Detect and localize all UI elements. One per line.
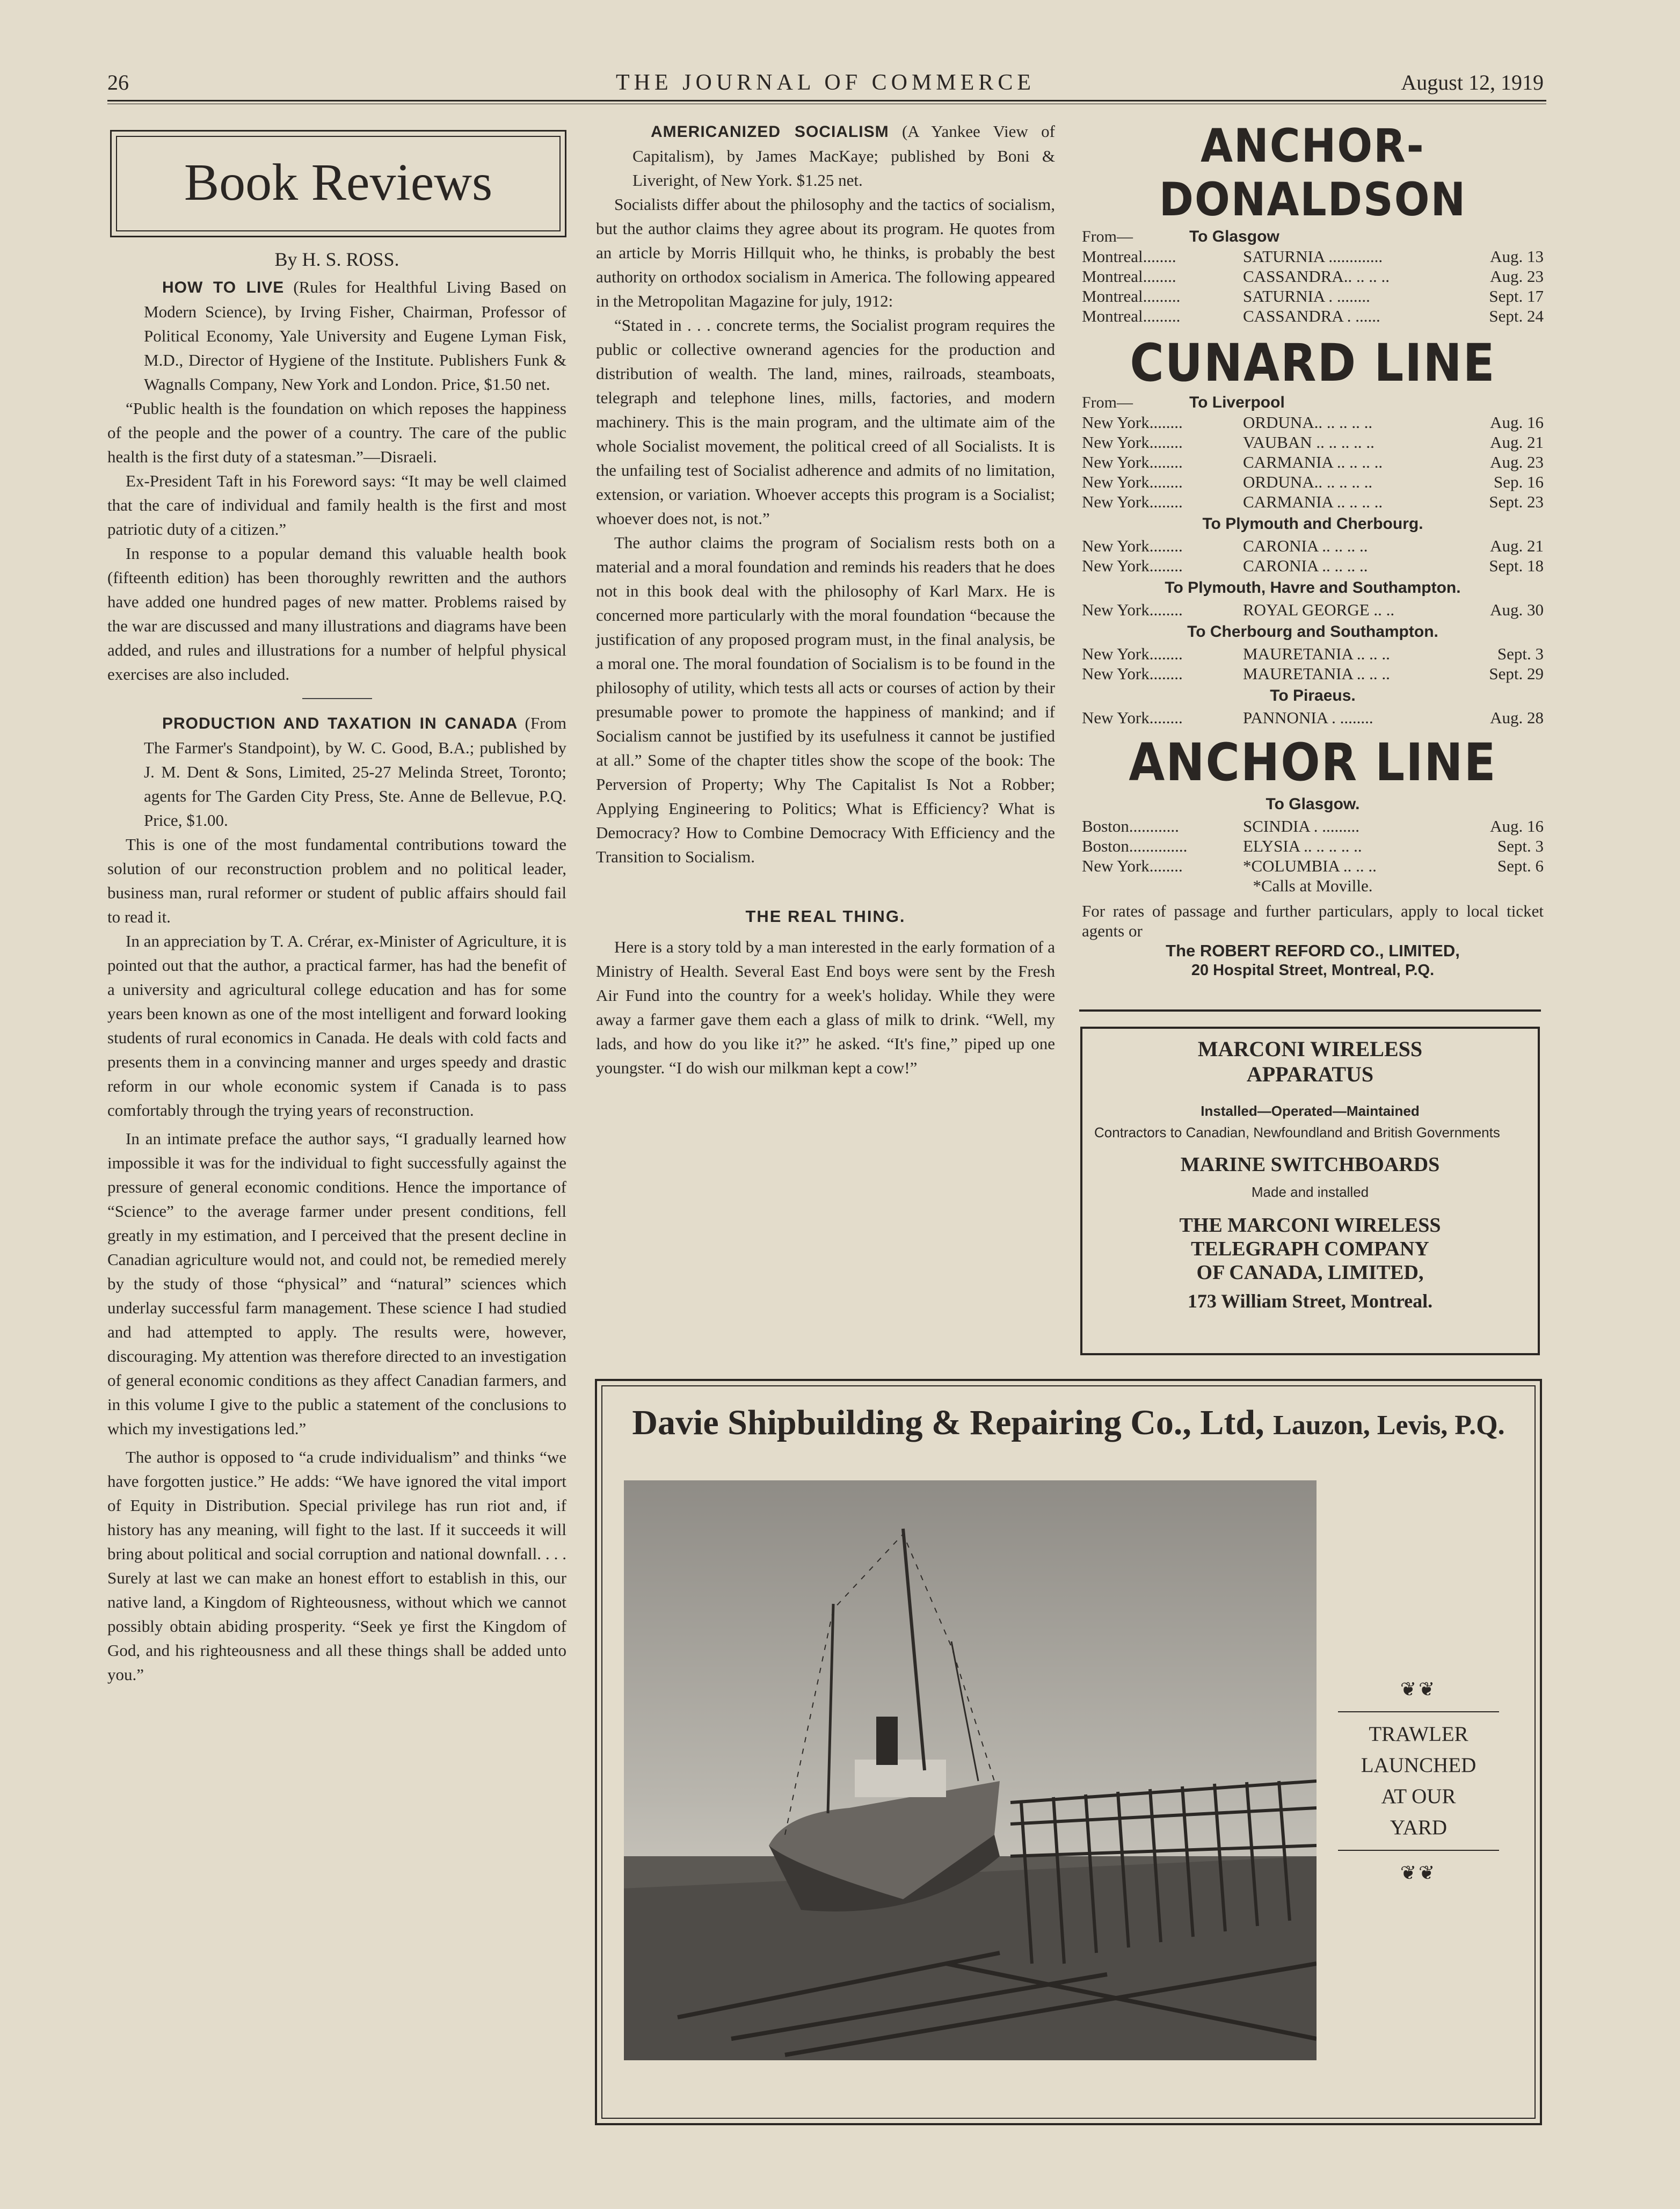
route-header: To Plymouth and Cherbourg. (1202, 515, 1423, 533)
sailing-ship: *COLUMBIA .. .. .. (1243, 856, 1377, 875)
sailing-ship: CASSANDRA . ...... (1243, 307, 1380, 325)
route-header: To Piraeus. (1270, 687, 1356, 704)
paragraph: In an intimate preface the author says, “I gradually learned how impossible it was for the individual to fight successfully against the pressure of general economic conditions. Hence the importance of “Science” to the average farmer under present conditions, fell greatly in my estimation, and I perceived that the present decline in Canadian agriculture would not, and could not, be remedied merely by the study of those “physical” and “natural” sciences which underlay successful farm management. These science I had studied and had attempted to apply. The results were, however, discouraging. My attention was therefore directed to an investigation of general economic conditions as they affect Canadian farmers, and in this volume I give to the public a statement of the conclusions to which my investigations led.” (107, 1129, 566, 1438)
sailing-port: New York........ (1082, 536, 1183, 555)
review-entry-how-to-live (107, 275, 566, 396)
page-header (107, 70, 1544, 102)
marconi-company-2: TELEGRAPH COMPANY (1191, 1238, 1429, 1260)
page-number: 26 (107, 70, 129, 95)
sailing-row (1082, 472, 1544, 492)
sailing-row (1082, 306, 1544, 326)
anchor-line-sailings (1082, 816, 1544, 876)
sailing-row (1082, 452, 1544, 472)
sailing-date: Sept. 23 (1489, 492, 1544, 511)
sailing-date: Aug. 21 (1490, 433, 1544, 452)
sailing-ship: ORDUNA.. .. .. .. .. (1243, 473, 1373, 491)
sailing-ship: MAURETANIA .. .. .. (1243, 644, 1390, 663)
sailing-row (1082, 644, 1544, 664)
sailing-port: New York........ (1082, 644, 1183, 663)
sailing-date: Sept. 17 (1489, 287, 1544, 306)
route-header: From— To Liverpool (1082, 394, 1285, 411)
marconi-title: MARCONI WIRELESS (1197, 1037, 1423, 1061)
agent-address: 20 Hospital Street, Montreal, P.Q. (1191, 962, 1435, 979)
book-reviews-heading-box (110, 130, 566, 237)
sailing-ship: ROYAL GEORGE .. .. (1243, 600, 1395, 619)
paragraph: In an appreciation by T. A. Crérar, ex-Minister of Agriculture, it is pointed out that the author, a practical farmer, has had the benefit of a university and agricultural college education and has for some years been known as one of the most intelligent and forward looking students of rural economics in Canada. He deals with cold facts and presents them in a convincing manner and urges speedy and drastic reform in our whole economic system if Canada is to pass comfortably through the trying years of reconstruction. (107, 932, 566, 1120)
paragraph: Here is a story told by a man interested in the early formation of a Ministry of Health. Several East End boys were sent by the Fresh Air Fund into the country for a week's holiday. While they were away a farmer gave them each a glass of milk to drink. “Well, my lads, and how do you like it?” he asked. “It's fine,” piped up one youngster. “I do wish our milkman kept a cow!” (596, 938, 1055, 1077)
review-details: (From The Farmer's Standpoint), by W. C. Good, B.A.; published by J. M. Dent & Sons, Limited, 25-27 Melinda Street, Toronto; agents for The Garden City Press, Ste. Anne de Bellevue, P.Q. Price, $1.00. (144, 714, 567, 830)
ornament-icon: ❦❦ (1400, 1862, 1437, 1884)
sailing-port: New York........ (1082, 433, 1183, 452)
sailing-row (1082, 708, 1544, 728)
ornament-icon: ❦❦ (1400, 1678, 1437, 1700)
sailing-note: *Calls at Moville. (1253, 876, 1373, 895)
caption-line: AT OUR (1381, 1785, 1456, 1808)
caption-line: YARD (1390, 1816, 1448, 1839)
anchor-line-title: ANCHOR LINE (1129, 732, 1497, 793)
sailing-date: Sept. 6 (1497, 856, 1544, 875)
sailing-date: Sept. 18 (1489, 556, 1544, 575)
paragraph: The author is opposed to “a crude individualism” and thinks “we have forgotten justice.” He adds: “We have ignored the vital import of Equity in Distribution. Special privilege has run riot and, if history has any meaning, will fight to the last. If it succeeds it will bring about political and social corruption and national downfall. . . . Surely at last we can make an honest effort to establish in this, our native land, a Kingdom of Righteousness, without which we cannot possibly obtain abiding prosperity. “Seek ye first the Kingdom of God, and his righteousness and all these things shall be added unto you.” (107, 1448, 566, 1684)
cunard-sailings (1082, 536, 1544, 576)
sailing-row (1082, 664, 1544, 684)
sailing-date: Sept. 3 (1497, 837, 1544, 855)
byline: By H. S. ROSS. (274, 249, 399, 270)
sailing-row (1082, 246, 1544, 266)
sailing-ship: CARMANIA .. .. .. .. (1243, 453, 1383, 471)
ship-launch-photo (624, 1480, 1317, 2060)
sailing-port: New York........ (1082, 664, 1183, 683)
sailing-port: Montreal........ (1082, 247, 1176, 266)
sailing-date: Aug. 13 (1490, 247, 1544, 266)
sailing-ship: SATURNIA ............. (1243, 247, 1383, 266)
marconi-address: 173 William Street, Montreal. (1187, 1290, 1433, 1312)
sailing-row (1082, 536, 1544, 556)
sailing-row (1082, 556, 1544, 576)
trawler-caption (1338, 1674, 1499, 1888)
sailing-date: Aug. 23 (1490, 453, 1544, 471)
issue-date: August 12, 1919 (1401, 70, 1544, 95)
anchor-donaldson-title: ANCHOR-DONALDSON (1159, 119, 1467, 227)
sailing-date: Aug. 16 (1490, 817, 1544, 835)
review-details: (A Yankee View of Capitalism), by James MacKaye; published by Boni & Liveright, of New York. $1.25 net. (632, 122, 1055, 190)
route-header: To Glasgow. (1266, 795, 1360, 813)
marconi-title-2: APPARATUS (1246, 1062, 1374, 1086)
marconi-company-3: OF CANADA, LIMITED, (1196, 1261, 1424, 1284)
sailing-date: Aug. 28 (1490, 708, 1544, 727)
caption-line: TRAWLER (1369, 1723, 1468, 1746)
paragraph: Ex-President Taft in his Foreword says: “It may be well claimed that the care of individual and family health is the first and most patriotic duty of a citizen.” (107, 471, 566, 539)
paragraph: “Stated in . . . concrete terms, the Socialist program requires the public or collective ownerand agencies for the production and distribution of wealth. The land, mines, railroads, steamboats, telegraph and telephone lines, mills, factories, and modern machinery. This is the main program, and the ultimate aim of the whole Socialist movement, the political creed of all Socialists. It is the unfailing test of Socialist adherence and admits of no limitation, extension, or variation. Whoever accepts this program is a Socialist; whoever does not, is not.” (596, 316, 1055, 528)
sailing-row (1082, 816, 1544, 836)
book-reviews-heading: Book Reviews (116, 136, 561, 231)
cunard-sailings (1082, 412, 1544, 512)
caption-line: LAUNCHED (1361, 1754, 1477, 1777)
sailing-ship: VAUBAN .. .. .. .. .. (1243, 433, 1374, 452)
real-thing-heading: THE REAL THING. (745, 907, 906, 926)
sailing-port: New York........ (1082, 413, 1183, 432)
sailing-ship: CARMANIA .. .. .. .. (1243, 492, 1383, 511)
column-1 (107, 275, 566, 1687)
sailing-date: Aug. 30 (1490, 600, 1544, 619)
cunard-sailings (1082, 708, 1544, 728)
marconi-installed: Installed—Operated—Maintained (1201, 1103, 1420, 1119)
agent-company: The ROBERT REFORD CO., LIMITED, (1166, 941, 1460, 960)
sailing-port: Montreal........ (1082, 267, 1176, 286)
sailing-row (1082, 492, 1544, 512)
marconi-contractors: Contractors to Canadian, Newfoundland and British Governments (1094, 1124, 1500, 1140)
sailing-port: Montreal......... (1082, 287, 1181, 306)
davie-title: Davie Shipbuilding & Repairing Co., Ltd, Lauzon, Levis, P.Q. (632, 1403, 1505, 1442)
sailing-port: New York........ (1082, 556, 1183, 575)
marconi-company: THE MARCONI WIRELESS (1179, 1214, 1441, 1237)
masthead-title: THE JOURNAL OF COMMERCE (616, 70, 1035, 95)
divider (302, 698, 372, 699)
marconi-made: Made and installed (1251, 1184, 1369, 1200)
sailing-row (1082, 432, 1544, 452)
anchor-donaldson-sailings (1082, 246, 1544, 326)
column-rule (1079, 1009, 1541, 1012)
sailing-row (1082, 600, 1544, 620)
sailing-ship: MAURETANIA .. .. .. (1243, 664, 1390, 683)
cunard-sailings (1082, 600, 1544, 620)
sailing-port: Boston............ (1082, 817, 1179, 835)
sailing-port: New York........ (1082, 473, 1183, 491)
paragraph: “Public health is the foundation on which reposes the happiness of the people and the power of a country. The care of the public health is the first duty of a statesman.”—Disraeli. (107, 399, 566, 466)
column-2 (596, 119, 1055, 1080)
paragraph: Socialists differ about the philosophy and the tactics of socialism, but the author claims they agree about its program. He quotes from an article by Morris Hillquit who, he thinks, is probably the best authority on orthodox socialism in America. The following appeared in the Metropolitan Magazine for july, 1912: (596, 195, 1055, 310)
sailing-port: New York........ (1082, 600, 1183, 619)
review-entry-production-taxation (107, 711, 566, 832)
cunard-title: CUNARD LINE (1130, 333, 1496, 393)
sailing-date: Aug. 23 (1490, 267, 1544, 286)
sailing-ship: SCINDIA . ......... (1243, 817, 1360, 835)
sailing-ship: ORDUNA.. .. .. .. .. (1243, 413, 1373, 432)
sailing-port: New York........ (1082, 708, 1183, 727)
sailing-row (1082, 266, 1544, 286)
sailing-date: Sept. 3 (1497, 644, 1544, 663)
sailing-port: New York........ (1082, 856, 1183, 875)
route-header: To Plymouth, Havre and Southampton. (1165, 579, 1461, 597)
route-header: From— To Glasgow (1082, 228, 1279, 245)
review-title: PRODUCTION AND TAXATION IN CANADA (162, 715, 518, 732)
sailing-date: Aug. 16 (1490, 413, 1544, 432)
shipping-footer-text: For rates of passage and further particulars, apply to local ticket agents or (1082, 902, 1544, 940)
review-entry-americanized-socialism (596, 119, 1055, 192)
sailing-port: Boston.............. (1082, 837, 1188, 855)
sailing-date: Aug. 21 (1490, 536, 1544, 555)
sailing-ship: CARONIA .. .. .. .. (1243, 536, 1368, 555)
sailing-date: Sep. 16 (1494, 473, 1544, 491)
sailing-date: Sept. 29 (1489, 664, 1544, 683)
paragraph: The author claims the program of Socialism rests both on a material and a moral foundation and reminds his readers that he does not in this book deal with the philosophy of Karl Marx. He is concerned more particularly with the moral foundation “because the justification of any proposed program must, in the final analysis, be a moral one. The moral foundation of Socialism is to be found in the philosophy of utility, which tests all acts or courses of action by their presumable power to promote the happiness of mankind; and if Socialism cannot be justified by its usefulness it cannot be justified at all.” Some of the chapter titles show the scope of the book: The Perversion of Property; Why The Capitalist Is Not a Robber; Applying Engineering to Politics; What is Efficiency? What is Democracy? How to Combine Democracy With Efficiency and the Transition to Socialism. (596, 533, 1055, 866)
route-header: To Cherbourg and Southampton. (1187, 623, 1438, 641)
marconi-advertisement (1080, 1027, 1540, 1355)
sailing-ship: PANNONIA . ........ (1243, 708, 1373, 727)
sailing-row (1082, 836, 1544, 856)
sailing-ship: CASSANDRA.. .. .. .. (1243, 267, 1390, 286)
sailing-port: New York........ (1082, 453, 1183, 471)
sailing-row (1082, 856, 1544, 876)
paragraph: This is one of the most fundamental contributions toward the solution of our reconstruction problem and no political leader, business man, rural reformer or student of public affairs should fail to read it. (107, 835, 566, 926)
paragraph: In response to a popular demand this valuable health book (fifteenth edition) has been thoroughly rewritten and the authors have added one hundred pages of new matter. Problems raised by the war are discussed and many illustrations and diagrams have been added, and rules and illustrations for a number of helpful physical exercises are also included. (107, 544, 566, 684)
review-title: AMERICANIZED SOCIALISM (651, 123, 889, 141)
sailing-port: Montreal......... (1082, 307, 1181, 325)
shipping-schedules (1082, 119, 1544, 980)
sailing-ship: CARONIA .. .. .. .. (1243, 556, 1368, 575)
sailing-row (1082, 412, 1544, 432)
marconi-switchboards: MARINE SWITCHBOARDS (1180, 1153, 1440, 1176)
review-details: (Rules for Healthful Living Based on Modern Science), by Irving Fisher, Chairman, Professor of Political Economy, Yale University and Eugene Lyman Fisk, M.D., Director of Hygiene of the Institute. Publishers Funk & Wagnalls Company, New York and London. Price, $1.50 net. (144, 278, 566, 394)
header-rule (107, 100, 1546, 104)
sailing-ship: SATURNIA . ........ (1243, 287, 1370, 306)
sailing-date: Sept. 24 (1489, 307, 1544, 325)
sailing-row (1082, 286, 1544, 306)
cunard-sailings (1082, 644, 1544, 684)
review-title: HOW TO LIVE (162, 279, 285, 296)
sailing-port: New York........ (1082, 492, 1183, 511)
davie-advertisement (595, 1379, 1542, 2125)
sailing-ship: ELYSIA .. .. .. .. .. (1243, 837, 1362, 855)
